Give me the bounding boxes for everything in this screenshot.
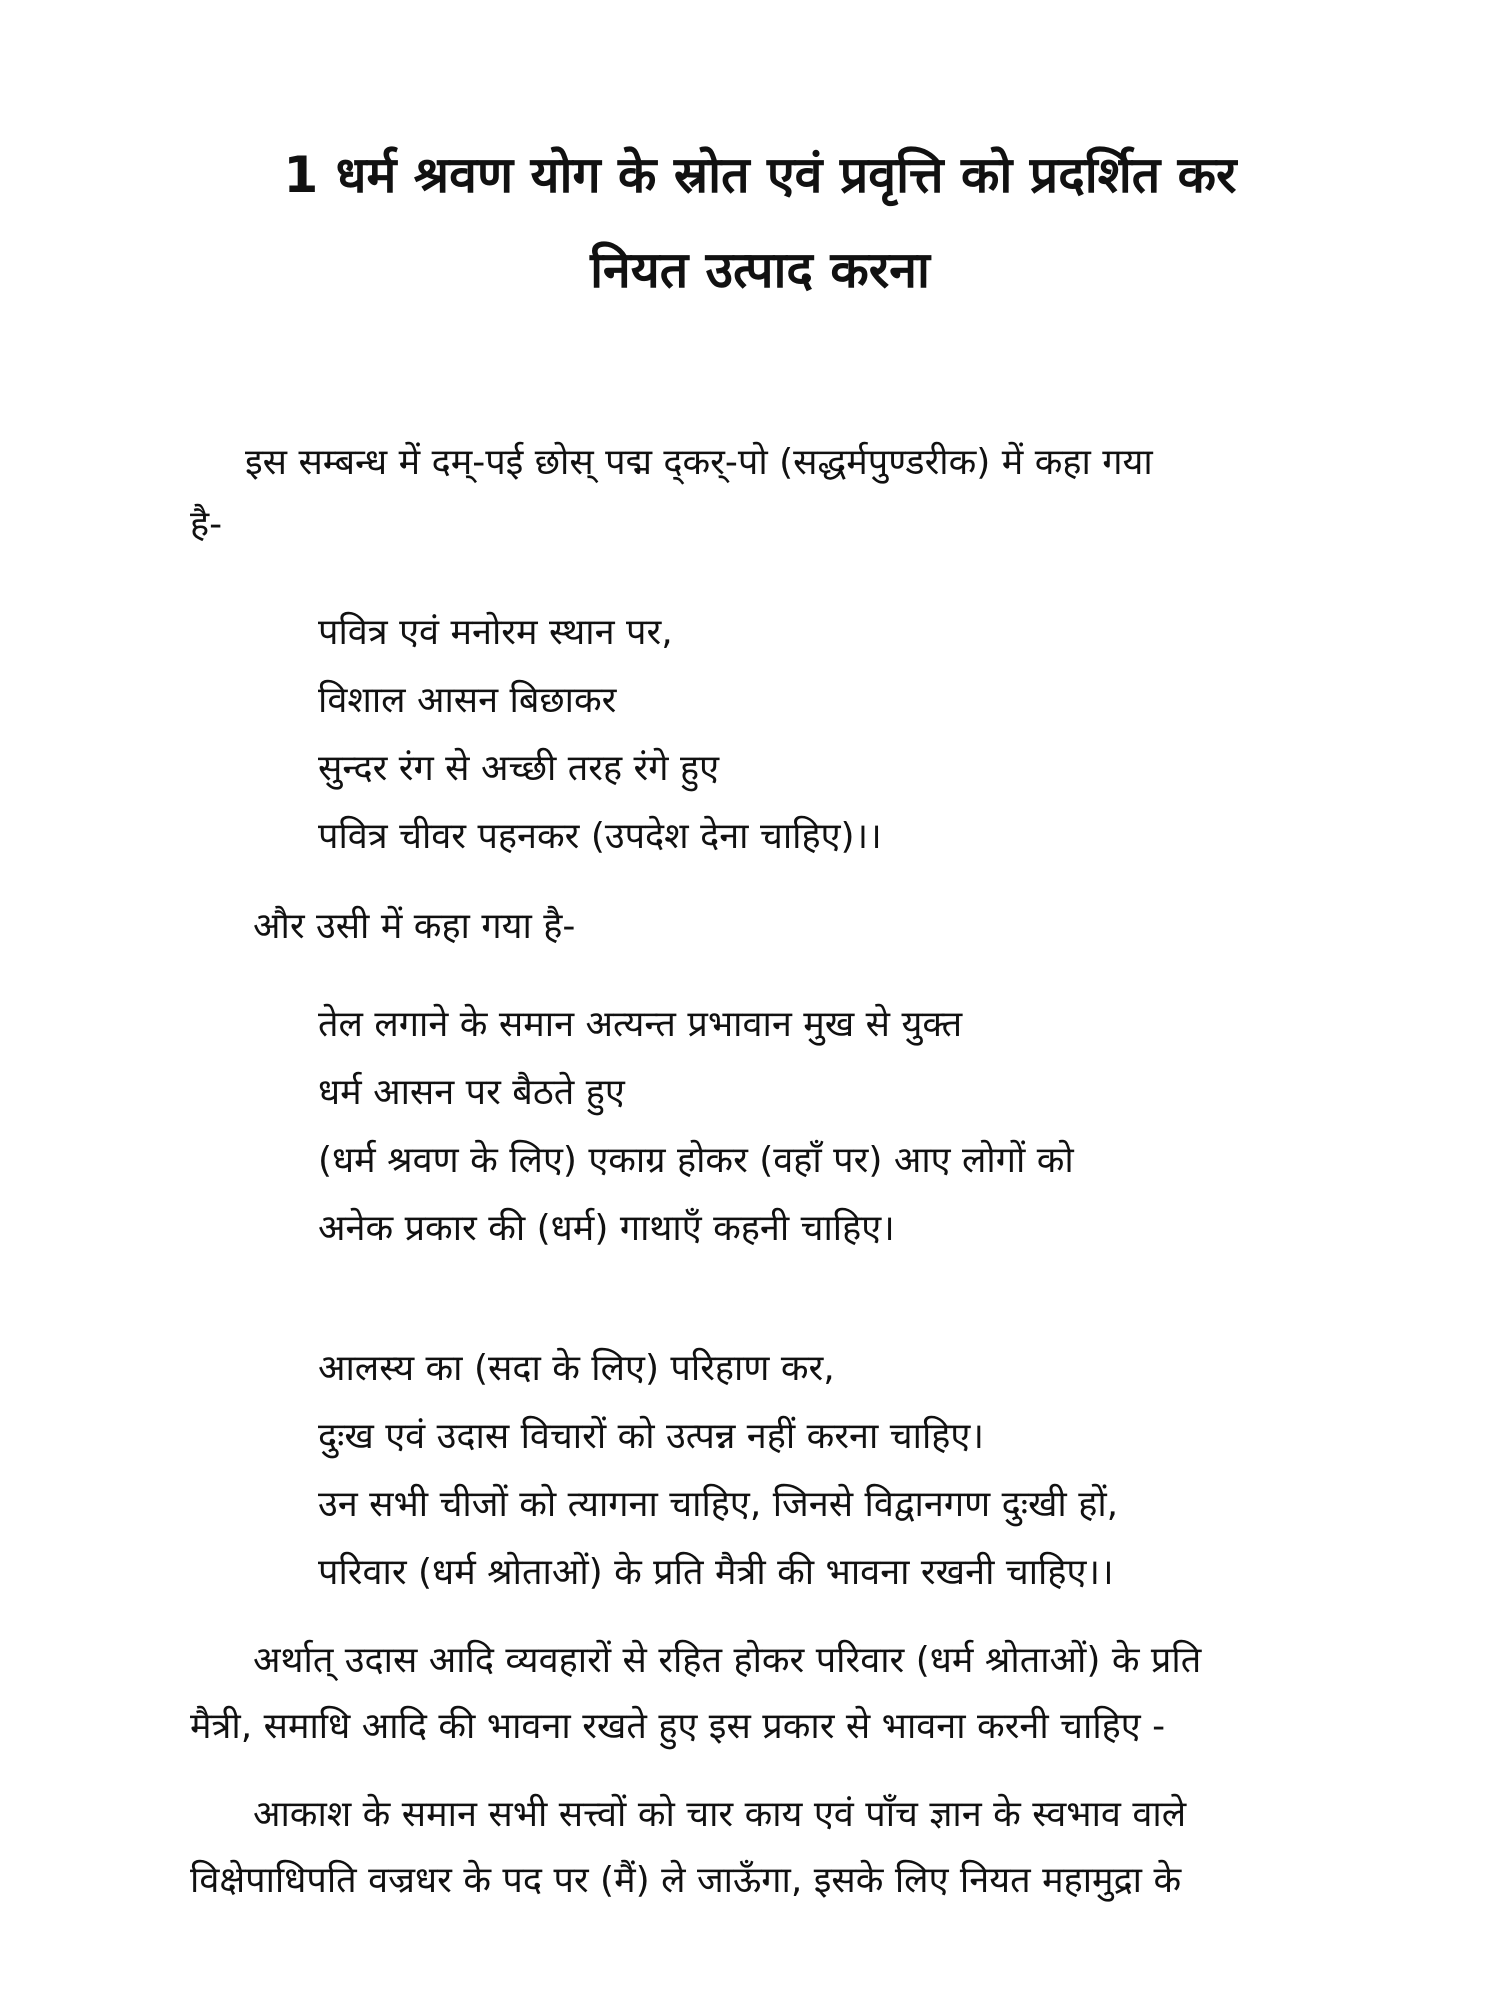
transition-line: और उसी में कहा गया है-: [253, 906, 576, 947]
paragraph-2-line-1: आकाश के समान सभी सत्त्वों को चार काय एवं पाँच ज्ञान के स्वभाव वाले: [253, 1794, 1187, 1835]
paragraph-1-line-2: मैत्री, समाधि आदि की भावना रखते हुए इस प्रकार से भावना करनी चाहिए -: [190, 1706, 1166, 1747]
verse-1-line-2: विशाल आसन बिछाकर: [318, 680, 617, 721]
verse-1-line-4: पवित्र चीवर पहनकर (उपदेश देना चाहिए)।।: [318, 816, 882, 857]
verse-1-line-1: पवित्र एवं मनोरम स्थान पर,: [318, 612, 673, 653]
verse-2-line-3: (धर्म श्रवण के लिए) एकाग्र होकर (वहाँ पर) आए लोगों को: [318, 1140, 1074, 1181]
verse-3-line-3: उन सभी चीजों को त्यागना चाहिए, जिनसे विद्वानगण दुःखी हों,: [318, 1484, 1119, 1525]
verse-3-line-4: परिवार (धर्म श्रोताओं) के प्रति मैत्री की भावना रखनी चाहिए।।: [318, 1552, 1114, 1593]
verse-2-line-2: धर्म आसन पर बैठते हुए: [318, 1072, 625, 1113]
paragraph-1-line-1: अर्थात् उदास आदि व्यवहारों से रहित होकर परिवार (धर्म श्रोताओं) के प्रति: [253, 1640, 1202, 1681]
verse-3-line-1: आलस्य का (सदा के लिए) परिहाण कर,: [318, 1348, 835, 1389]
intro-line-1: इस सम्बन्ध में दम्-पई छोस् पद्म द्कर्-पो (सद्धर्मपुण्डरीक) में कहा गया: [245, 442, 1153, 483]
intro-line-2: है-: [190, 504, 223, 545]
verse-3-line-2: दुःख एवं उदास विचारों को उत्पन्न नहीं करना चाहिए।: [318, 1416, 984, 1457]
verse-2-line-1: तेल लगाने के समान अत्यन्त प्रभावान मुख से युक्त: [318, 1004, 963, 1045]
verse-1-line-3: सुन्दर रंग से अच्छी तरह रंगे हुए: [318, 748, 719, 789]
paragraph-2-line-2: विक्षेपाधिपति वज्रधर के पद पर (मैं) ले जाऊँगा, इसके लिए नियत महामुद्रा के: [190, 1860, 1182, 1901]
chapter-title-line-1: 1 धर्म श्रवण योग के स्रोत एवं प्रवृत्ति को प्रदर्शित कर: [283, 146, 1237, 204]
verse-2-line-4: अनेक प्रकार की (धर्म) गाथाएँ कहनी चाहिए।: [318, 1208, 895, 1249]
chapter-title-line-2: नियत उत्पाद करना: [590, 241, 930, 299]
